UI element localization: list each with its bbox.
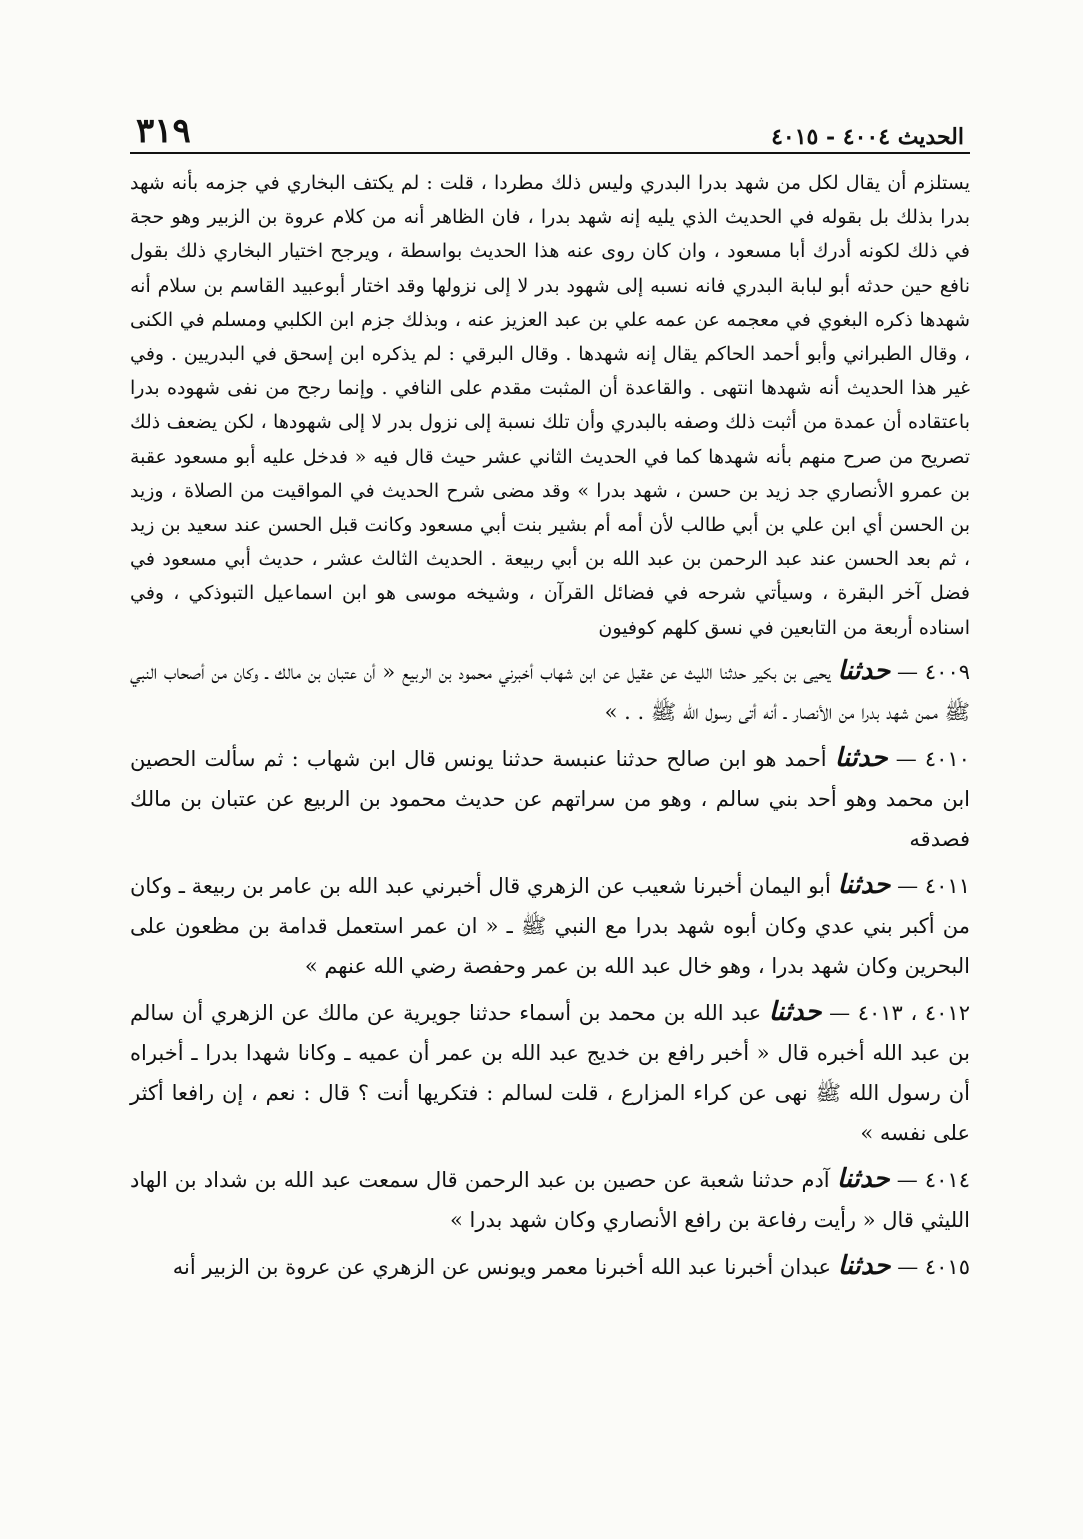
hadith-number: ٤٠١١ — [924, 873, 970, 898]
hadith-number: ٤٠١٢ ، ٤٠١٣ — [857, 1000, 970, 1025]
page-number: ٣١٩ — [136, 111, 191, 151]
hadith-separator: — — [897, 873, 919, 898]
hadith-separator: — — [897, 659, 919, 684]
running-title: الحديث ٤٠٠٤ - ٤٠١٥ — [771, 124, 964, 150]
hadith-entry — [130, 1246, 970, 1287]
hadith-number: ٤٠١٠ — [924, 746, 970, 771]
hadith-text: أبو اليمان أخبرنا شعيب عن الزهري قال أخبرني عبد الله بن عامر بن ربيعة ـ وكان من أكبر بني عدي وكان أبوه شهد بدرا مع النبي ﷺ ـ « ان عمر استعمل قدامة بن مظعون على البحرين وكان شهد بدرا ، وهو خال عبد الله بن عمر وحفصة رضي الله عنهم » — [130, 873, 970, 978]
page — [130, 108, 970, 1287]
hadith-text: عبد الله بن محمد بن أسماء حدثنا جويرية عن مالك عن الزهري أن سالم بن عبد الله أخبره قال « أخبر رافع بن خديج عبد الله بن عمر أن عميه ـ وكانا شهدا بدرا ـ أخبراه أن رسول الله ﷺ نهى عن كراء المزارع ، قلت لسالم : فتكريها أنت ؟ قال : نعم ، إن رافعا أكثر على نفسه » — [130, 1000, 970, 1145]
hadith-separator: — — [829, 1000, 851, 1025]
commentary-paragraph: يستلزم أن يقال لكل من شهد بدرا البدري وليس ذلك مطردا ، قلت : لم يكتف البخاري في جزمه بأنه شهد بدرا بذلك بل بقوله في الحديث الذي يليه إنه شهد بدرا ، فان الظاهر أنه من كلام عروة بن الزبير وهو حجة في ذلك لكونه أدرك أبا مسعود ، وان كان روى عنه هذا الحديث بواسطة ، ويرجح اختيار البخاري ذلك بقول نافع حين حدثه أبو لبابة البدري فانه نسبه إلى شهود بدر لا إلى نزولها وقد اختار أبوعبيد القاسم بن سلام أنه شهدها ذكره البغوي في معجمه عن عمه علي بن عبد العزيز عنه ، وبذلك جزم ابن الكلبي ومسلم في الكنى ، وقال الطبراني وأبو أحمد الحاكم يقال إنه شهدها . وقال البرقي : لم يذكره ابن إسحق في البدريين . وفي غير هذا الحديث أنه شهدها انتهى . والقاعدة أن المثبت مقدم على النافي . وإنما رجح من نفى شهوده بدرا باعتقاده أن عمدة من أثبت ذلك وصفه بالبدري وأن تلك نسبة إلى نزول بدر لا إلى شهودها ، لكن يضعف ذلك تصريح من صرح منهم بأنه شهدها كما في الحديث الثاني عشر حيث قال فيه « فدخل عليه أبو مسعود عقبة بن عمرو الأنصاري جد زيد بن حسن ، شهد بدرا » وقد مضى شرح الحديث في المواقيت من الصلاة ، وزيد بن الحسن أي ابن علي بن أبي طالب لأن أمه أم بشير بنت أبي مسعود وكانت قبل الحسن عند سعيد بن زيد ، ثم بعد الحسن عند عبد الرحمن بن عبد الله بن أبي ربيعة . الحديث الثالث عشر ، حديث أبي مسعود في فضل آخر البقرة ، وسيأتي شرحه في فضائل القرآن ، وشيخه موسى هو ابن اسماعيل التبوذكي ، وفي اسناده أربعة من التابعين في نسق كلهم كوفيون — [130, 172, 970, 639]
hadith-entry — [130, 738, 970, 859]
hadith-keyword: حدثنا — [837, 1250, 891, 1281]
hadith-number: ٤٠٠٩ — [924, 659, 971, 684]
hadith-entry — [130, 651, 970, 732]
hadith-number: ٤٠١٤ — [924, 1167, 970, 1192]
hadith-text: آدم حدثنا شعبة عن حصين بن عبد الرحمن قال سمعت عبد الله بن شداد بن الهاد الليثي قال « رأيت رفاعة بن رافع الأنصاري وكان شهد بدرا » — [130, 1167, 970, 1232]
hadith-entry — [130, 992, 970, 1153]
hadith-keyword: حدثنا — [768, 996, 822, 1027]
hadith-entry — [130, 1159, 970, 1240]
hadith-separator: — — [895, 746, 917, 771]
page-header — [130, 108, 970, 154]
commentary — [130, 166, 970, 645]
hadith-separator: — — [896, 1167, 918, 1192]
hadith-keyword: حدثنا — [837, 655, 891, 686]
hadith-entry — [130, 865, 970, 986]
hadith-keyword: حدثنا — [836, 1163, 890, 1194]
hadith-text: يحيى بن بكير حدثنا الليث عن عقيل عن ابن شهاب أخبرني محمود بن الربيع « أن عتبان بن مالك ـ وكان من أصحاب النبي ﷺ ممن شهد بدرا من الأنصار ـ أنه أتى رسول الله ﷺ . . » — [130, 659, 970, 724]
hadith-separator: — — [897, 1254, 919, 1279]
hadith-text: أحمد هو ابن صالح حدثنا عنبسة حدثنا يونس قال ابن شهاب : ثم سألت الحصين ابن محمد وهو أحد بني سالم ، وهو من سراتهم عن حديث محمود بن الربيع عن عتبان بن مالك فصدقه — [130, 746, 970, 851]
hadith-keyword: حدثنا — [834, 742, 888, 773]
hadith-keyword: حدثنا — [837, 869, 891, 900]
hadith-number: ٤٠١٥ — [924, 1254, 970, 1279]
hadith-text: عبدان أخبرنا عبد الله أخبرنا معمر ويونس عن الزهري عن عروة بن الزبير أنه — [172, 1254, 832, 1279]
